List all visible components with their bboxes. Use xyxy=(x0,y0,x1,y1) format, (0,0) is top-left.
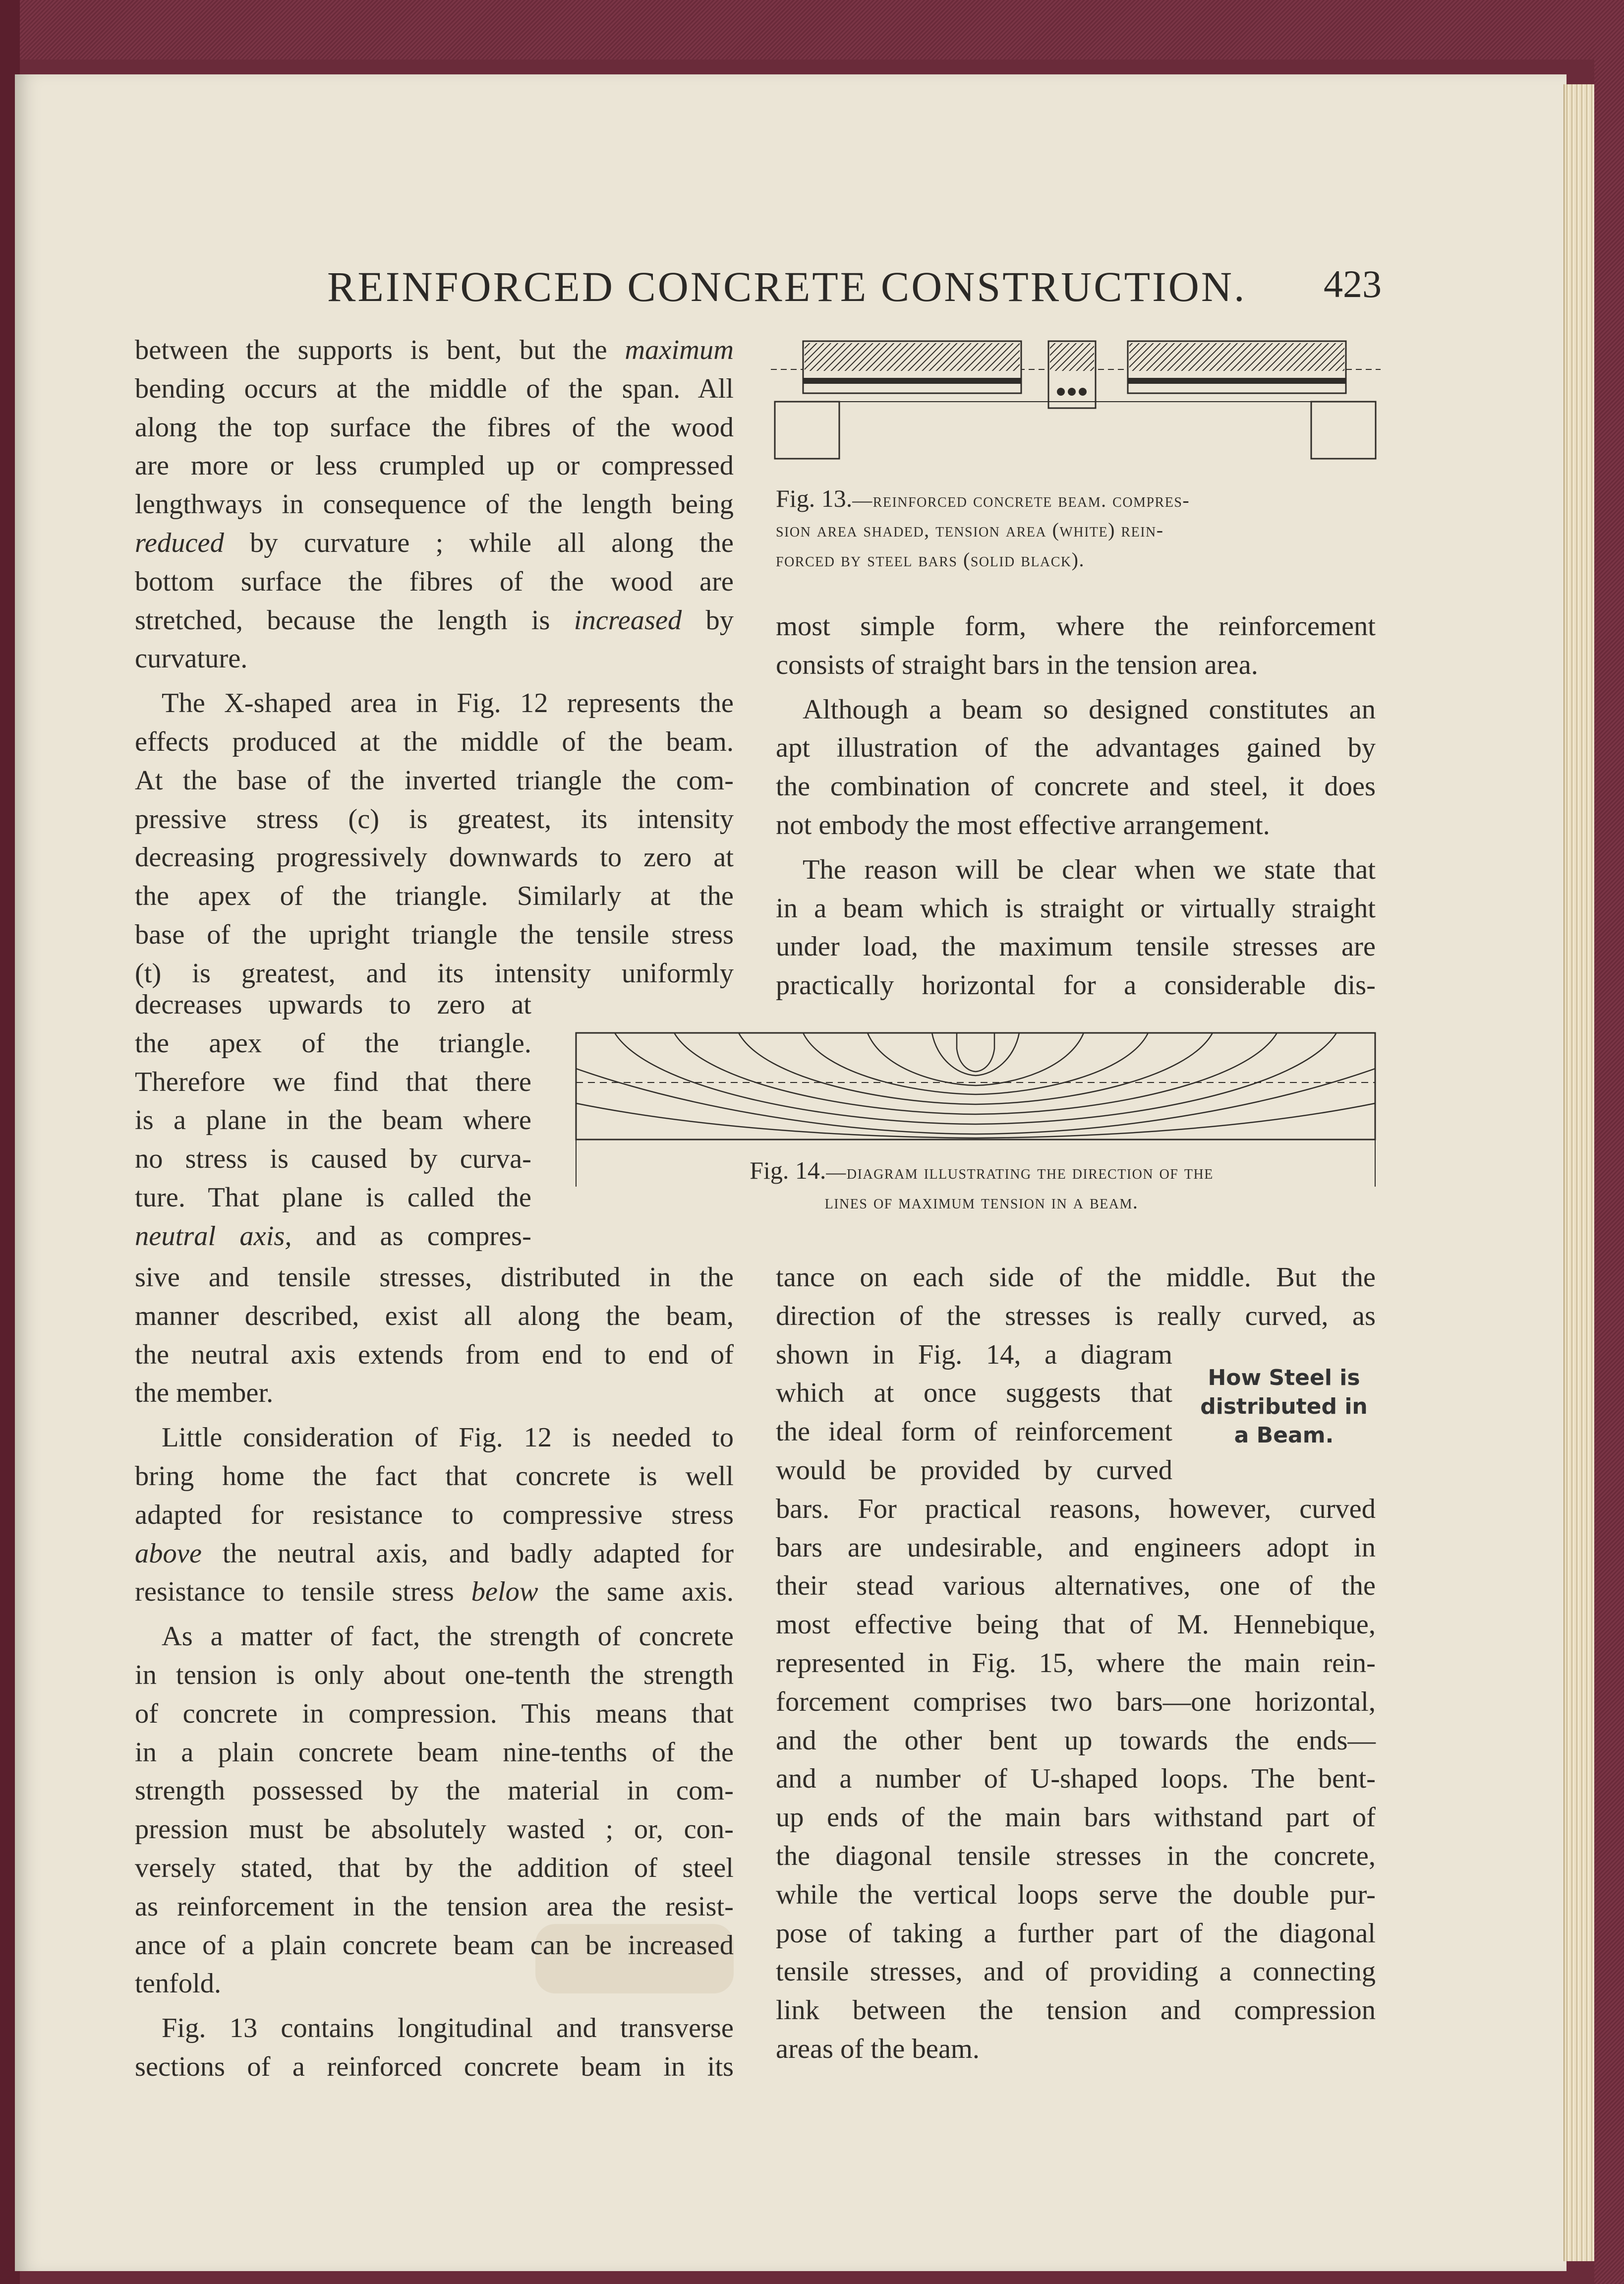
tension-curve xyxy=(957,1033,994,1072)
text-line: of concrete in compression. This means that xyxy=(135,1698,734,1729)
italic-term: maximum xyxy=(625,335,734,365)
text-line: practically horizontal for a considerable dis- xyxy=(776,970,1376,1001)
paragraph-bending xyxy=(135,331,734,678)
italic-term: reduced xyxy=(135,527,224,558)
text-line xyxy=(135,1217,531,1256)
text-line: Although a beam so designed constitutes an xyxy=(803,694,1376,725)
text-line: tensile stresses, and of providing a connecting xyxy=(776,1956,1376,1987)
figure-14-caption xyxy=(585,1155,1378,1217)
tension-curve xyxy=(576,1103,1375,1138)
page-number: 423 xyxy=(1324,262,1382,305)
tension-curve xyxy=(868,1033,1084,1085)
text-line: pressive stress (c) is greatest, its intensity xyxy=(135,803,734,835)
text-line: decreases upwards to zero at xyxy=(135,989,531,1020)
book-cover-right xyxy=(1594,0,1624,2284)
text-line: and the other bent up towards the ends— xyxy=(776,1725,1376,1756)
text-line: shown in Fig. 14, a diagram xyxy=(776,1339,1172,1370)
text-fragment: lengthways in consequence of the length being xyxy=(135,489,734,520)
text-line xyxy=(135,409,734,447)
sidenote-line: distributed in xyxy=(1200,1394,1368,1419)
text-fragment: bottom surface the fibres of the wood are xyxy=(135,566,734,597)
text-line: under load, the maximum tensile stresses are xyxy=(776,931,1376,962)
text-line xyxy=(135,563,734,601)
right-support xyxy=(1311,402,1376,459)
text-line: as reinforcement in the tension area the resist- xyxy=(135,1891,734,1922)
text-line: the combination of concrete and steel, it does xyxy=(776,771,1376,802)
left-support xyxy=(775,402,839,459)
paragraph-little-consideration xyxy=(135,1419,734,1612)
left-column-narrow xyxy=(135,986,531,1256)
sidenote-line: How Steel is xyxy=(1208,1365,1360,1390)
caption-line: —reinforced concrete beam. compres- xyxy=(852,489,1190,511)
text-line: the ideal form of reinforcement xyxy=(776,1416,1172,1447)
tension-curve xyxy=(615,1033,1336,1124)
text-line xyxy=(135,485,734,524)
paragraph-simple-form xyxy=(776,607,1376,685)
longitudinal-section-left xyxy=(803,341,1021,393)
text-line: the neutral axis extends from end to end of xyxy=(135,1339,734,1370)
text-line: As a matter of fact, the strength of concrete xyxy=(162,1621,734,1652)
text-line: the member. xyxy=(135,1378,274,1409)
text-line: most effective being that of M. Hennebique, xyxy=(776,1609,1376,1640)
italic-term: below xyxy=(471,1576,538,1608)
text-line: Therefore we find that there xyxy=(135,1066,531,1097)
text-line: and a number of U-shaped loops. The bent- xyxy=(776,1763,1376,1795)
left-column-bottom xyxy=(135,1259,734,2087)
paragraph-although xyxy=(776,691,1376,845)
text-line: would be provided by curved xyxy=(776,1454,1172,1486)
text-line: base of the upright triangle the tensile stress xyxy=(135,919,734,950)
text-line: strength possessed by the material in com- xyxy=(135,1775,734,1806)
text-line: ture. That plane is called the xyxy=(135,1182,531,1213)
text-fragment: by curvature ; while all along the xyxy=(224,527,734,558)
text-line: tenfold. xyxy=(135,1968,222,1999)
margin-sidenote xyxy=(1192,1364,1376,1450)
text-line: versely stated, that by the addition of steel xyxy=(135,1852,734,1883)
page-edges xyxy=(1564,84,1594,2261)
text-fragment: adapted for resistance to compressive stress xyxy=(135,1499,734,1530)
text-fragment: are more or less crumpled up or compressed xyxy=(135,450,734,481)
text-line: apt illustration of the advantages gained by xyxy=(776,732,1376,764)
paragraph-x-shaped-area-tail xyxy=(135,1259,734,1413)
paragraph-fig13-intro xyxy=(135,2009,734,2087)
text-line: effects produced at the middle of the beam. xyxy=(135,726,734,757)
text-line: not embody the most effective arrangement. xyxy=(776,809,1270,841)
text-line: the apex of the triangle. Similarly at the xyxy=(135,881,734,912)
longitudinal-section-right xyxy=(1128,341,1346,393)
text-line xyxy=(135,601,734,640)
text-line: tance on each side of the middle. But the xyxy=(776,1262,1376,1293)
text-line: is a plane in the beam where xyxy=(135,1105,531,1136)
figure-13-caption xyxy=(776,483,1376,575)
text-line: sive and tensile stresses, distributed in the xyxy=(135,1262,734,1293)
caption-line: lines of maximum tension in a beam. xyxy=(824,1191,1139,1213)
text-line xyxy=(135,370,734,409)
tension-curve xyxy=(932,1033,1019,1076)
sidenote-line: a Beam. xyxy=(1234,1423,1334,1448)
text-fragment: Little consideration of Fig. 12 is needed to xyxy=(162,1422,734,1453)
text-line: manner described, exist all along the beam, xyxy=(135,1300,734,1331)
text-line: bars. For practical reasons, however, curved xyxy=(776,1493,1376,1524)
text-line xyxy=(135,524,734,563)
text-line: forcement comprises two bars—one horizontal, xyxy=(776,1686,1376,1717)
text-line: ance of a plain concrete beam can be increased xyxy=(135,1929,734,1961)
text-line: (t) is greatest, and its intensity uniformly xyxy=(135,958,734,989)
text-fragment: along the top surface the fibres of the wood xyxy=(135,412,734,443)
caption-line: —diagram illustrating the direction of the xyxy=(826,1161,1214,1183)
right-column-top xyxy=(776,607,1376,1005)
text-line: bars are undesirable, and engineers adopt in xyxy=(776,1532,1376,1563)
text-line xyxy=(135,1573,734,1612)
tension-lines xyxy=(576,1033,1375,1138)
figure-14-label: Fig. 14. xyxy=(750,1156,826,1184)
text-line: the apex of the triangle. xyxy=(135,1027,531,1059)
neutral-axis-term: neutral axis, xyxy=(135,1220,292,1252)
text-fragment: curvature. xyxy=(135,643,248,674)
text-line: areas of the beam. xyxy=(776,2033,980,2064)
text-fragment: and as compres- xyxy=(291,1220,531,1252)
text-line xyxy=(135,1535,734,1573)
book-cover-top xyxy=(0,0,1624,60)
text-line xyxy=(135,447,734,485)
text-line: direction of the stresses is really curved, as xyxy=(776,1300,1376,1331)
italic-term: above xyxy=(135,1538,202,1569)
text-line: sections of a reinforced concrete beam in its xyxy=(135,2051,734,2082)
text-line: their stead various alternatives, one of the xyxy=(776,1570,1376,1602)
text-line xyxy=(135,640,734,678)
caption-line: sion area shaded, tension area (white) rein- xyxy=(776,519,1164,541)
text-line: pression must be absolutely wasted ; or, con- xyxy=(135,1814,734,1845)
text-line: The reason will be clear when we state that xyxy=(803,854,1376,885)
text-line: no stress is caused by curva- xyxy=(135,1143,531,1175)
figure-13-diagram xyxy=(771,332,1381,476)
text-fragment: between the supports is bent, but the xyxy=(135,335,625,365)
text-line: in a plain concrete beam nine-tenths of the xyxy=(135,1737,734,1768)
paragraph-matter-of-fact xyxy=(135,1618,734,2003)
figure-13-label: Fig. 13. xyxy=(776,484,853,512)
text-line: the diagonal tensile stresses in the concrete, xyxy=(776,1840,1376,1871)
text-line: in a beam which is straight or virtually straight xyxy=(776,893,1376,924)
paragraph-x-shaped-area-continued xyxy=(135,986,531,1217)
text-line: in tension is only about one-tenth the strength xyxy=(135,1659,734,1690)
text-fragment: bring home the fact that concrete is well xyxy=(135,1460,734,1492)
text-line: Fig. 13 contains longitudinal and transverse xyxy=(162,2013,734,2044)
text-line xyxy=(135,331,734,370)
left-column-top xyxy=(135,331,734,993)
text-line: which at once suggests that xyxy=(776,1378,1172,1409)
paragraph-reason xyxy=(776,851,1376,1005)
text-line: represented in Fig. 15, where the main rein- xyxy=(776,1647,1376,1679)
text-fragment: by xyxy=(682,604,734,636)
text-fragment: the neutral axis, and badly adapted for xyxy=(201,1538,734,1569)
caption-line: forced by steel bars (solid black). xyxy=(776,548,1085,571)
text-line xyxy=(135,1457,734,1496)
text-line: while the vertical loops serve the double pur- xyxy=(776,1879,1376,1910)
text-fragment: the same axis. xyxy=(538,1576,734,1608)
text-line xyxy=(135,1496,734,1535)
text-fragment: bending occurs at the middle of the span. All xyxy=(135,373,734,404)
text-line: decreasing progressively downwards to zero at xyxy=(135,842,734,873)
text-line: link between the tension and compression xyxy=(776,1995,1376,2026)
transverse-section xyxy=(1048,341,1096,408)
text-line xyxy=(135,1419,734,1457)
text-line: most simple form, where the reinforcement xyxy=(776,611,1376,642)
text-line: The X-shaped area in Fig. 12 represents the xyxy=(162,688,734,719)
text-fragment: resistance to tensile stress xyxy=(135,1576,471,1608)
text-fragment: stretched, because the length is xyxy=(135,604,574,636)
text-line: At the base of the inverted triangle the com- xyxy=(135,765,734,796)
italic-term: increased xyxy=(574,604,682,636)
text-line: pose of taking a further part of the diagonal xyxy=(776,1918,1376,1949)
text-line: up ends of the main bars withstand part of xyxy=(776,1802,1376,1833)
running-head-title: REINFORCED CONCRETE CONSTRUCTION. xyxy=(327,263,1247,310)
text-line: consists of straight bars in the tension area. xyxy=(776,649,1258,680)
paragraph-x-shaped-area xyxy=(135,684,734,993)
